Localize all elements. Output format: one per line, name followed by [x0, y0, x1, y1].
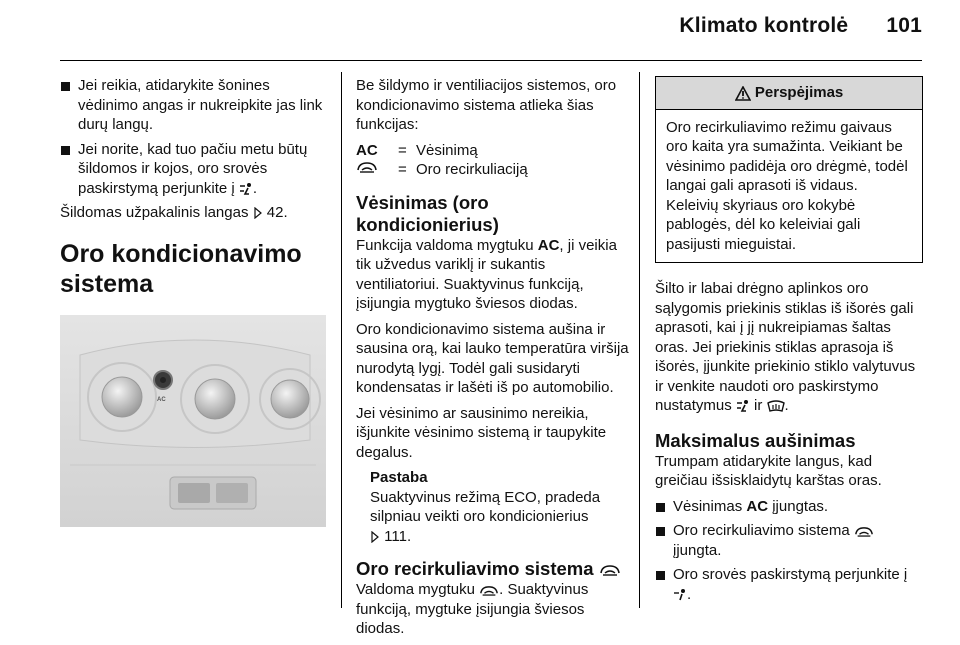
humidity-paragraph: [655, 279, 923, 416]
function-key: AC: [356, 141, 378, 159]
rear-window-ref: [60, 203, 326, 223]
air-distribution-feet-head-icon: [239, 182, 253, 196]
max-cooling-paragraph: Trumpam atidarykite langus, kad greičiau išsisklaidytų karštas oras.: [655, 452, 882, 489]
recirculation-icon: [599, 563, 621, 577]
header-rule: [60, 60, 922, 61]
air-distribution-head-icon: [673, 588, 687, 602]
text: . Suaktyvinus funkciją, mygtuke įsijungia šviesos diodas.: [356, 581, 589, 637]
heading-text: Oro recirkuliavimo sistema: [356, 558, 594, 579]
warning-box: [655, 76, 923, 263]
text: Valdoma mygtuku: [356, 581, 475, 598]
page-number: 101: [886, 14, 922, 37]
cooling-paragraph: Oro kondicionavimo sistema aušina ir sausina orą, kai lauko temperatūra viršija nurodytą lygį. Todėl gali susidaryti kondensatas ir lašėti iš po automobilio.: [356, 320, 629, 396]
punctuation: .: [252, 179, 258, 197]
text: Oro recirkuliavimo sistema: [673, 522, 850, 539]
text: , ji veikia tik užvedus variklį ir sukantis ventiliatoriui. Suaktyvinus funkciją, įsijungia mygtuko šviesos diodas.: [356, 236, 617, 312]
punctuation: .: [784, 397, 789, 414]
equals-sign: =: [398, 161, 407, 178]
recirculation-icon: [356, 160, 398, 180]
warning-title-text: Perspėjimas: [754, 84, 844, 101]
cooling-heading: Vėsinimas (oro kondicionierius): [356, 191, 499, 235]
section-heading: Oro kondicionavimo sistema: [60, 239, 302, 298]
page-reference-arrow-icon: [253, 207, 263, 219]
cooling-paragraph: [356, 236, 631, 314]
function-row-ac: [356, 141, 631, 161]
punctuation: .: [687, 585, 692, 603]
note-text: Suaktyvinus režimą ECO, pradeda silpniau veikti oro kondicionierius: [370, 488, 601, 525]
column-middle: [356, 76, 631, 645]
warning-text: Oro recirkuliavimo režimu gaivaus oro kaita yra sumažinta. Veikiant be vėsinimo padidėja oro drėgmė, todėl langai gali aprasoti iš vidaus. Keleivių skyriaus oro kokybė pablogės, dėl ko keleiviai gali pasijusti mieguistai.: [666, 118, 908, 253]
text: įjungtas.: [772, 497, 829, 515]
ref-text: Šildomas užpakalinis langas: [60, 204, 249, 221]
climate-panel-photo: [60, 315, 326, 527]
recirculation-icon: [854, 525, 874, 538]
note-title: Pastaba: [370, 469, 428, 486]
list-item: [655, 565, 923, 604]
page-header: [679, 14, 922, 38]
text: Oro srovės paskirstymą perjunkite į: [673, 566, 908, 583]
column-divider: [639, 72, 640, 608]
ac-key: AC: [537, 236, 560, 254]
function-row-recirculation: [356, 160, 631, 180]
air-distribution-feet-head-icon: [736, 399, 750, 413]
recirculation-paragraph: [356, 580, 631, 639]
text: įjungta.: [673, 541, 722, 559]
ref-page: 111.: [384, 527, 412, 545]
column-left: [60, 76, 326, 532]
column-divider: [341, 72, 342, 608]
list-item-text: Jei reikia, atidarykite šonines vėdinimo angas ir nukreipkite jas link durų langų.: [78, 77, 323, 133]
warning-triangle-icon: [735, 86, 751, 101]
ref-page: 42.: [266, 204, 288, 221]
function-value: Oro recirkuliaciją: [416, 161, 528, 178]
text: Funkcija valdoma mygtuku: [356, 236, 534, 254]
ac-button-label: AC: [157, 396, 166, 403]
windshield-defrost-icon: [767, 400, 785, 413]
text: ir: [754, 397, 763, 414]
page-reference-arrow-icon: [370, 531, 380, 543]
recirculation-heading: [356, 558, 631, 580]
text: Vėsinimas: [673, 497, 743, 515]
function-value: Vėsinimą: [416, 141, 478, 159]
equals-sign: =: [398, 141, 407, 159]
list-item: [60, 76, 326, 135]
text: Šilto ir labai drėgno aplinkos oro sąlygomis priekinis stiklas iš išorės gali aprasoti, kai į jį nukreipiamas šaltas oras. Jei priekinis stiklas aprasoja iš išorės, įjunkite priekinio stiklo valytuvus ir venkite naudoti oro paskirstymo nustatymus: [655, 280, 916, 414]
intro-text: Be šildymo ir ventiliacijos sistemos, oro kondicionavimo sistema atlieka šias funkcijas:: [356, 77, 617, 133]
column-right: [655, 76, 923, 609]
list-item: [655, 497, 923, 517]
list-item-text: Jei norite, kad tuo pačiu metu būtų šildomos ir kojos, oro srovės paskirstymą perjunkite į: [78, 140, 308, 197]
list-item: [60, 140, 326, 199]
ac-key: AC: [746, 497, 769, 515]
max-cooling-heading: Maksimalus aušinimas: [655, 429, 856, 451]
recirculation-icon: [479, 584, 499, 597]
note-box: [370, 468, 631, 546]
section-title: Klimato kontrolė: [679, 14, 849, 37]
list-item: [655, 521, 923, 560]
cooling-paragraph: Jei vėsinimo ar sausinimo nereikia, išjunkite vėsinimo sistemą ir taupykite degalus.: [356, 404, 607, 461]
warning-title: [656, 77, 922, 110]
